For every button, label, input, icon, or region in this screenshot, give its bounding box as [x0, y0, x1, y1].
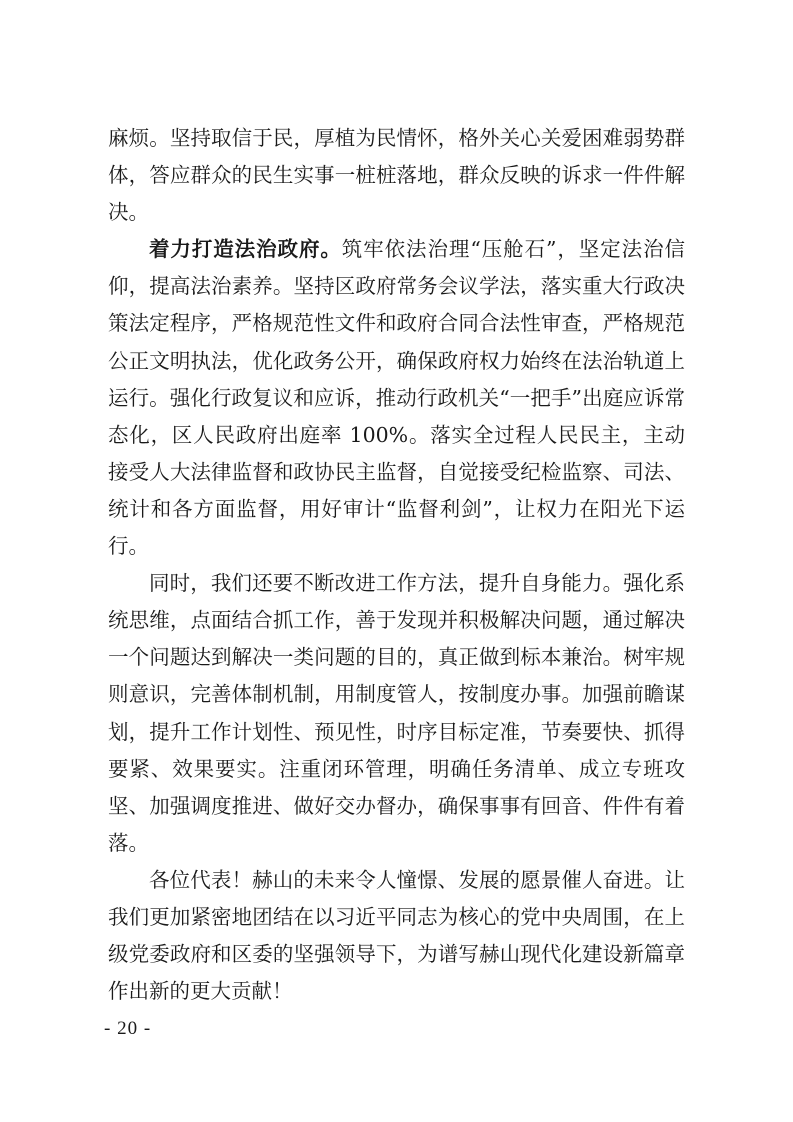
page-number: - 20 -: [104, 1018, 152, 1039]
document-body: [108, 120, 685, 1010]
paragraph-text: 麻烦。坚持取信于民，厚植为民情怀，格外关心关爱困难弱势群体，答应群众的民生实事一桩桩落地，群众反映的诉求一件件解决。: [108, 126, 685, 225]
paragraph-continuation: [108, 120, 685, 231]
paragraph-lead-heading: 着力打造法治政府。: [149, 237, 342, 262]
paragraph-work-methods: [108, 565, 685, 862]
paragraph-text: 各位代表！赫山的未来令人憧憬、发展的愿景催人奋进。让我们更加紧密地团结在以习近平同志为核心的党中央周围，在上级党委政府和区委的坚强领导下，为谱写赫山现代化建设新篇章作出新的更大贡献！: [108, 867, 685, 1004]
paragraph-closing: [108, 862, 685, 1010]
paragraph-text: 筑牢依法治理“压舱石”，坚定法治信仰，提高法治素养。坚持区政府常务会议学法，落实重大行政决策法定程序，严格规范性文件和政府合同合法性审查，严格规范公正文明执法，优化政务公开，确保政府权力始终在法治轨道上运行。强化行政复议和应诉，推动行政机关“一把手”出庭应诉常态化，区人民政府出庭率 100%。落实全过程人民民主，主动接受人大法律监督和政协民主监督，自觉接受纪检监察、司法、统计和各方面监督，用好审计“监督利剑”，让权力在阳光下运行。: [108, 237, 685, 559]
paragraph-rule-of-law: [108, 231, 685, 565]
paragraph-text: 同时，我们还要不断改进工作方法，提升自身能力。强化系统思维，点面结合抓工作，善于发现并积极解决问题，通过解决一个问题达到解决一类问题的目的，真正做到标本兼治。树牢规则意识，完善体制机制，用制度管人，按制度办事。加强前瞻谋划，提升工作计划性、预见性，时序目标定准，节奏要快、抓得要紧、效果要实。注重闭环管理，明确任务清单、成立专班攻坚、加强调度推进、做好交办督办，确保事事有回音、件件有着落。: [108, 571, 685, 855]
